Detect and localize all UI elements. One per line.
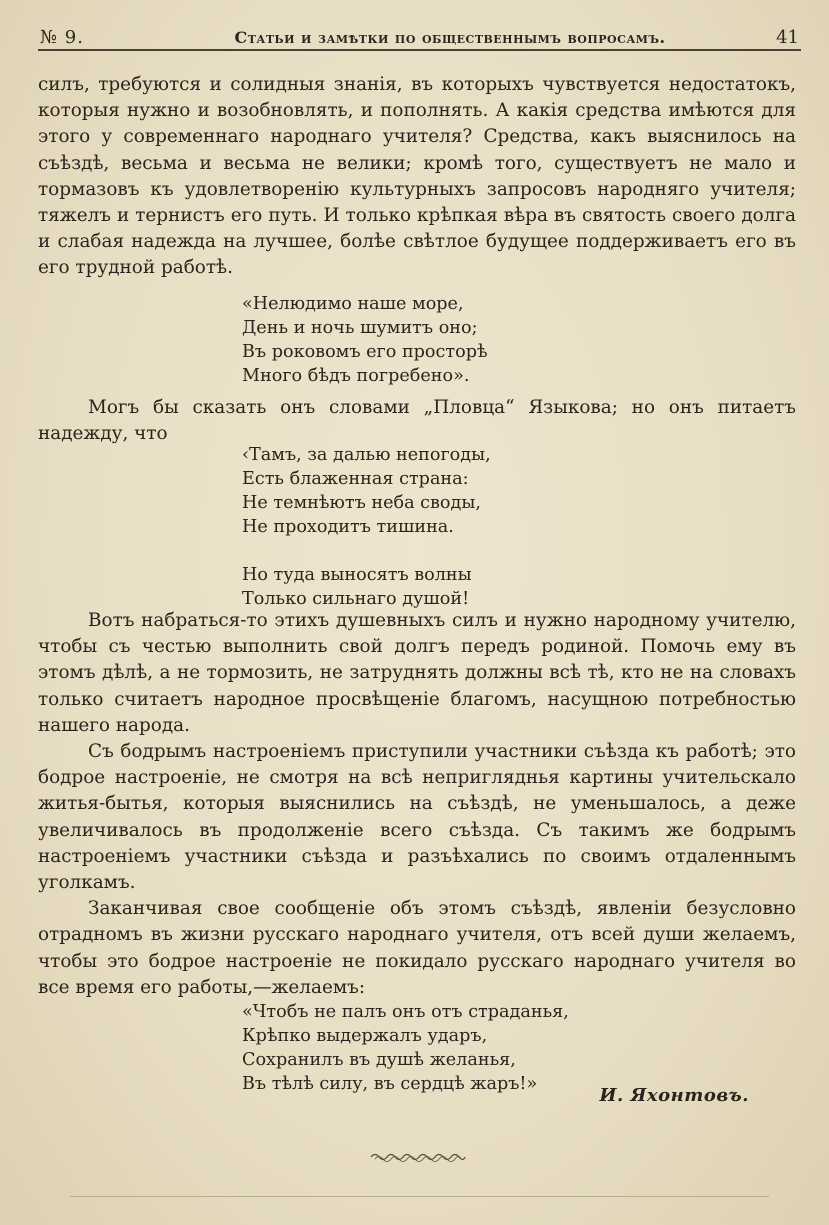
- paragraph: Вотъ набраться-то этихъ душевныхъ силъ и нужно народному учителю, чтобы съ честью выполнить свой долгъ передъ родиной. Помочь ему въ этомъ дѣлѣ, а не тормозить, не затруднять должны всѣ тѣ, кто не на словахъ только считаетъ народное просвѣщеніе благомъ, насущною потребностью нашего народа.: [38, 610, 796, 736]
- verse-quote-3: «Чтобъ не палъ онъ отъ страданья, Крѣпко выдержалъ ударъ, Сохранилъ въ душѣ желанья, Въ тѣлѣ силу, въ сердцѣ жаръ!»: [242, 1002, 569, 1094]
- page-number: 41: [776, 26, 799, 48]
- text-block-1: [38, 72, 796, 282]
- text-block-3: [38, 608, 796, 1001]
- paragraph: Съ бодрымъ настроеніемъ приступили участники съѣзда къ работѣ; это бодрое настроеніе, не смотря на всѣ непригляднья картины учительскало житья-бытья, которыя выяснились на съѣздѣ, не уменьшалось, а деже увеличивалось въ продолженіе всего съѣзда. Съ такимъ же бодрымъ настроеніемъ участники съѣзда и разъѣхались по своимъ отдаленнымъ уголкамъ.: [38, 741, 796, 894]
- issue-number: № 9.: [40, 26, 84, 48]
- section-title: Статьи и замѣтки по общественнымъ вопросамъ.: [234, 27, 666, 47]
- author-signature: И. Яхонтовъ.: [599, 1085, 749, 1106]
- verse-quote-2: ‹Тамъ, за далью непогоды, Есть блаженная страна: Не темнѣютъ неба своды, Не проходитъ тишина. Но туда выносятъ волны Только сильнаго душой!: [242, 445, 491, 609]
- wavy-ornament-icon: [369, 1150, 467, 1164]
- paragraph: силъ, требуются и солидныя знанія, въ которыхъ чувствуется недостатокъ, которыя нужно и возобновлять, и пополнять. А какія средства имѣются для этого у современнаго народнаго учителя? Средства, какъ выяснилось на съѣздѣ, весьма и весьма не велики; кромѣ того, существуетъ не мало и тормазовъ къ удовлетворенію культурныхъ запросовъ народняго учителя; тяжелъ и тернистъ его путь. И только крѣпкая вѣра въ святость своего долга и слабая надежда на лучшее, болѣе свѣтлое будущее поддерживаетъ его въ его трудной работѣ.: [38, 74, 796, 279]
- page-bottom-edge: [70, 1196, 769, 1197]
- paragraph: Заканчивая свое сообщеніе объ этомъ съѣздѣ, явленіи безусловно отрадномъ въ жизни русскаго народнаго учителя, отъ всей души желаемъ, чтобы это бодрое настроеніе не покидало русскаго народнаго учителя во все время его работы,—желаемъ:: [38, 898, 796, 998]
- text-block-2: [38, 395, 796, 447]
- running-header: [40, 22, 799, 52]
- verse-quote-1: «Нелюдимо наше море, День и ночь шумитъ оно; Въ роковомъ его просторѣ Много бѣдъ погребено».: [242, 294, 488, 386]
- paragraph: Могъ бы сказать онъ словами „Пловца“ Языкова; но онъ питаетъ надежду, что: [38, 397, 796, 445]
- header-rule: [38, 49, 801, 51]
